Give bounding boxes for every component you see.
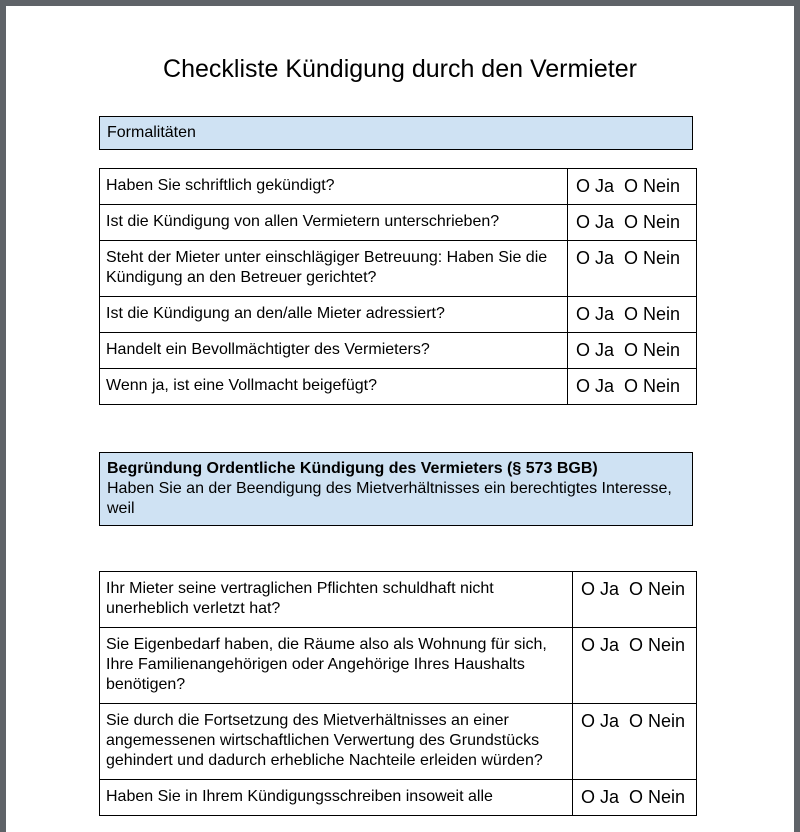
yes-option[interactable]: O Ja [576, 212, 615, 232]
answer-options [568, 169, 697, 205]
answer-options [568, 333, 697, 369]
question-text: Sie Eigenbedarf haben, die Räume also als Wohnung für sich, Ihre Familienangehörigen oder Angehörige Ihres Haushalts benötigen? [100, 628, 573, 704]
table-row [100, 297, 697, 333]
no-option[interactable]: O Nein [629, 787, 686, 807]
yes-option[interactable]: O Ja [581, 579, 620, 599]
page-title: Checkliste Kündigung durch den Vermieter [163, 55, 637, 83]
question-text: Steht der Mieter unter einschlägiger Betreuung: Haben Sie die Kündigung an den Betreuer gerichtet? [100, 241, 568, 297]
table-row [100, 205, 697, 241]
question-text: Ist die Kündigung von allen Vermietern unterschrieben? [100, 205, 568, 241]
table-row [100, 333, 697, 369]
section-header-description: Haben Sie an der Beendigung des Mietverhältnisses ein berechtigtes Interesse, weil [107, 480, 672, 517]
no-option[interactable]: O Nein [624, 376, 681, 396]
yes-option[interactable]: O Ja [576, 304, 615, 324]
yes-option[interactable]: O Ja [581, 711, 620, 731]
table-row [100, 169, 697, 205]
no-option[interactable]: O Nein [629, 635, 686, 655]
yes-option[interactable]: O Ja [581, 787, 620, 807]
table-row [100, 572, 697, 628]
section-header-label: Formalitäten [107, 124, 196, 141]
section-header-begruendung [99, 452, 693, 526]
yes-option[interactable]: O Ja [576, 248, 615, 268]
table-row [100, 780, 697, 816]
no-option[interactable]: O Nein [624, 304, 681, 324]
no-option[interactable]: O Nein [629, 579, 686, 599]
answer-options [573, 572, 697, 628]
question-text: Haben Sie in Ihrem Kündigungsschreiben insoweit alle [100, 780, 573, 816]
no-option[interactable]: O Nein [624, 212, 681, 232]
answer-options [573, 780, 697, 816]
no-option[interactable]: O Nein [624, 248, 681, 268]
checklist-table-formalitaeten [99, 168, 697, 405]
question-text: Ist die Kündigung an den/alle Mieter adressiert? [100, 297, 568, 333]
table-row [100, 704, 697, 780]
yes-option[interactable]: O Ja [576, 376, 615, 396]
section-header-formalitaeten [99, 116, 693, 150]
yes-option[interactable]: O Ja [576, 176, 615, 196]
question-text: Ihr Mieter seine vertraglichen Pflichten schuldhaft nicht unerheblich verletzt hat? [100, 572, 573, 628]
question-text: Handelt ein Bevollmächtigter des Vermieters? [100, 333, 568, 369]
yes-option[interactable]: O Ja [576, 340, 615, 360]
answer-options [573, 628, 697, 704]
answer-options [568, 297, 697, 333]
question-text: Haben Sie schriftlich gekündigt? [100, 169, 568, 205]
table-row [100, 241, 697, 297]
checklist-table-begruendung [99, 571, 697, 816]
no-option[interactable]: O Nein [629, 711, 686, 731]
section-header-title: Begründung Ordentliche Kündigung des Vermieters (§ 573 BGB) [107, 460, 598, 477]
yes-option[interactable]: O Ja [581, 635, 620, 655]
answer-options [568, 369, 697, 405]
answer-options [568, 241, 697, 297]
no-option[interactable]: O Nein [624, 176, 681, 196]
table-row [100, 628, 697, 704]
answer-options [568, 205, 697, 241]
no-option[interactable]: O Nein [624, 340, 681, 360]
question-text: Wenn ja, ist eine Vollmacht beigefügt? [100, 369, 568, 405]
question-text: Sie durch die Fortsetzung des Mietverhältnisses an einer angemessenen wirtschaftlichen Verwertung des Grundstücks gehindert und dadurch erhebliche Nachteile erleiden würden? [100, 704, 573, 780]
table-row [100, 369, 697, 405]
document-page [6, 6, 794, 832]
answer-options [573, 704, 697, 780]
